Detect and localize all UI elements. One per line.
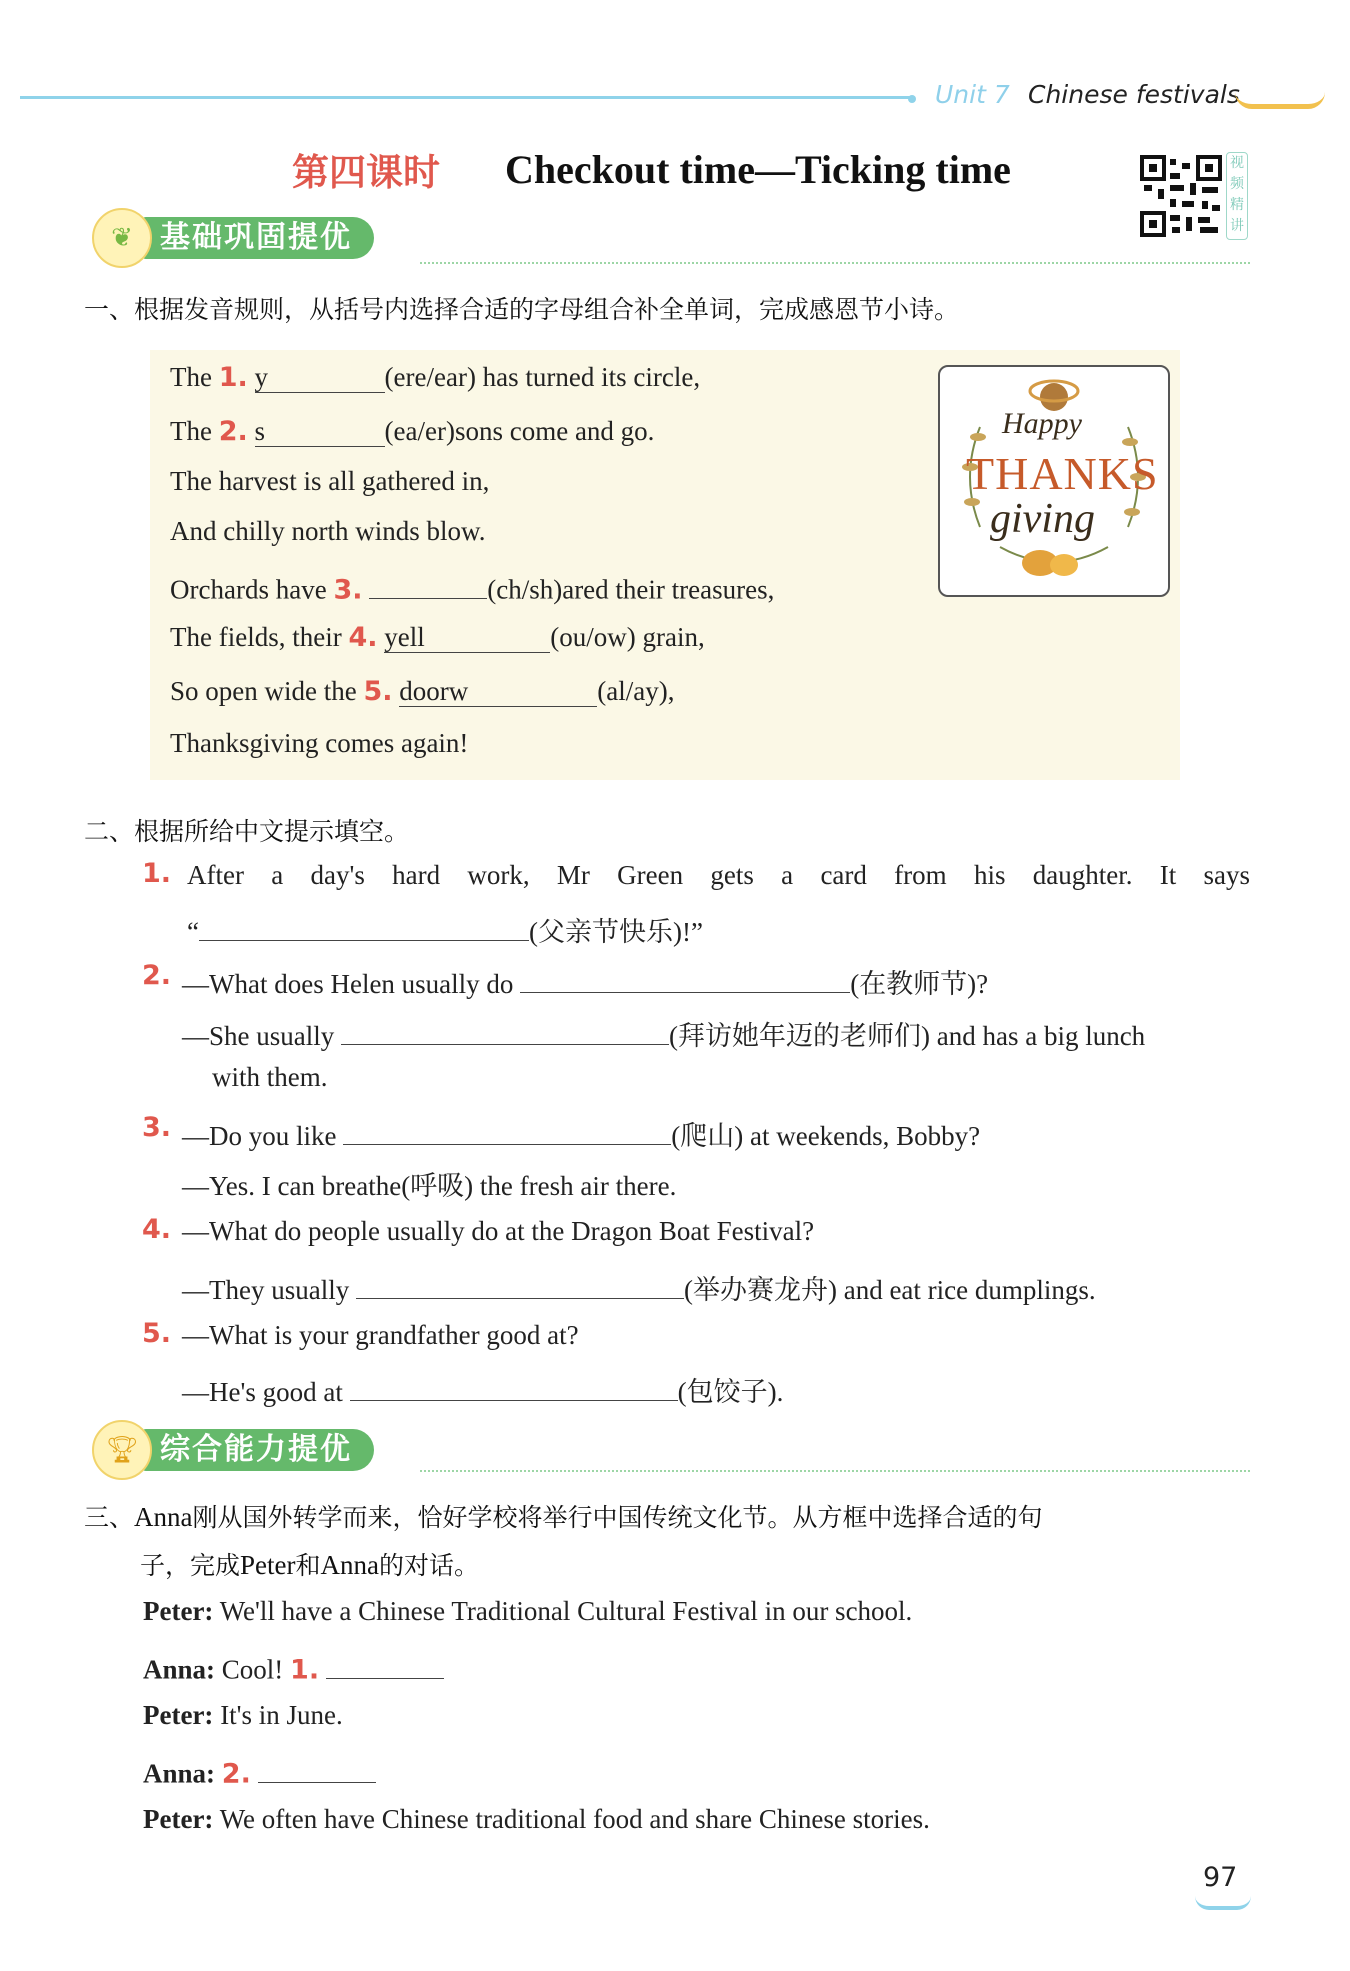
blank-number: 5. [363, 676, 393, 707]
q2-item-2-line-2 [182, 1014, 1145, 1053]
answer-blank-3[interactable] [369, 568, 487, 599]
instruction-text: 子，完成 [140, 1551, 241, 1580]
card-happy-text: Happy [1002, 407, 1082, 440]
hint-text: (拜访她年迈的老师们) and has a big lunch [669, 1021, 1146, 1051]
blank-number: 3. [333, 574, 363, 606]
blank-prefill: y [254, 362, 269, 392]
q2-item-1-line-2 [187, 910, 703, 949]
lesson-title-en: Checkout time—Ticking time [505, 147, 1011, 192]
instruction-text: 刚从国外转学而来，恰好学校将举行中国传统文化节。从方框中选择合适的句 [192, 1503, 1043, 1532]
speaker-label: Peter: [143, 1804, 214, 1834]
q2-item-4-line-1: —What do people usually do at the Dragon Boat Festival? [182, 1216, 815, 1246]
answer-blank-2[interactable] [255, 416, 385, 447]
dialogue-line-1 [143, 1596, 912, 1627]
card-giving-text: giving [990, 496, 1095, 542]
item-number: 4. [142, 1214, 172, 1245]
poem-line-6 [170, 622, 705, 653]
instruction-text: 的对话。 [379, 1551, 480, 1580]
thanksgiving-card-image [938, 365, 1170, 597]
poem-line-2 [170, 416, 654, 447]
blank-prefill: yell [384, 622, 425, 652]
blank-number: 4. [348, 622, 378, 653]
q2-item-5-line-2 [182, 1370, 783, 1409]
header-topic: Chinese festivals [1028, 80, 1240, 109]
instruction-text: 三、 [84, 1503, 135, 1532]
section-banner-basic [92, 216, 374, 260]
hint-text: (父亲节快乐)!” [528, 917, 703, 947]
poem-text: (ea/er)sons come and go. [384, 416, 655, 446]
leaf-icon: ❦ [92, 208, 152, 268]
hint-text: (爬山) at weekends, Bobby? [671, 1121, 981, 1151]
dialogue-line-4 [143, 1752, 376, 1790]
poem-line-5 [170, 568, 774, 606]
item-number: 3. [142, 1112, 172, 1143]
answer-blank-q2-1[interactable] [199, 910, 529, 941]
answer-text: —She usually [182, 1021, 335, 1051]
blank-number: 2. [221, 1758, 251, 1790]
speaker-label: Peter: [143, 1596, 214, 1626]
question-2-instruction: 二、根据所给中文提示填空。 [84, 817, 410, 846]
q2-item-2-line-3: with them. [212, 1062, 328, 1092]
question-1-instruction: 一、根据发音规则，从括号内选择合适的字母组合补全单词，完成感恩节小诗。 [84, 295, 960, 324]
answer-blank-q2-2b[interactable] [341, 1014, 669, 1045]
answer-blank-q2-2a[interactable] [520, 962, 850, 993]
q2-item-3-line-1 [182, 1114, 980, 1153]
instruction-name: Anna [320, 1550, 379, 1580]
speaker-label: Anna: [143, 1758, 216, 1789]
answer-blank-4[interactable] [384, 622, 550, 653]
poem-line-8: Thanksgiving comes again! [170, 728, 469, 758]
section-label-basic: 基础巩固提优 [142, 217, 374, 259]
answer-blank-5[interactable] [399, 676, 597, 707]
poem-text: (ou/ow) grain, [550, 622, 705, 652]
item-number: 1. [142, 858, 172, 889]
blank-number: 2. [218, 416, 248, 447]
instruction-text: 和 [295, 1551, 321, 1580]
poem-text: Orchards have [170, 574, 327, 605]
section-divider [420, 1470, 1250, 1472]
answer-text: —They usually [182, 1275, 350, 1305]
poem-text: The fields, their [170, 622, 342, 652]
qr-code-icon[interactable] [1140, 155, 1222, 237]
dialogue-text: We often have Chinese traditional food and share Chinese stories. [219, 1804, 930, 1834]
header-swoosh-icon [1235, 92, 1325, 109]
speaker-label: Anna: [143, 1654, 216, 1685]
poem-line-1 [170, 362, 700, 393]
dialogue-line-2 [143, 1648, 444, 1686]
question-text: —Do you like [182, 1121, 337, 1151]
question-3-instruction-line-2 [140, 1546, 479, 1582]
answer-blank-q2-5[interactable] [350, 1370, 678, 1401]
blank-prefill: s [254, 416, 266, 446]
answer-blank-q3-2[interactable] [258, 1752, 376, 1783]
dialogue-text: We'll have a Chinese Traditional Cultural Festival in our school. [219, 1596, 913, 1626]
poem-line-4: And chilly north winds blow. [170, 516, 486, 546]
poem-text: The [170, 416, 212, 446]
hint-text: (举办赛龙舟) and eat rice dumplings. [683, 1275, 1096, 1305]
poem [170, 362, 930, 772]
poem-text: So open wide the [170, 676, 357, 706]
trophy-icon: 🏆︎ [92, 1420, 152, 1480]
answer-blank-q2-4[interactable] [356, 1268, 684, 1299]
poem-text: (ere/ear) has turned its circle, [384, 362, 701, 392]
qr-side-label: 视频精讲 [1226, 152, 1248, 240]
q2-item-3-line-2: —Yes. I can breathe(呼吸) the fresh air there. [182, 1171, 677, 1201]
dialogue-text: It's in June. [220, 1700, 343, 1730]
hint-text: (在教师节)? [850, 969, 989, 999]
q2-item-1-line-1: After a day's hard work, Mr Green gets a card from his daughter. It says [187, 860, 1250, 890]
quote-open: “ [187, 917, 199, 947]
dialogue-line-3 [143, 1700, 343, 1731]
answer-text: —He's good at [182, 1377, 343, 1407]
answer-blank-q3-1[interactable] [326, 1648, 444, 1679]
answer-blank-1[interactable] [255, 362, 385, 393]
q2-item-2-line-1 [182, 962, 988, 1001]
header-unit: Unit 7 [935, 80, 1010, 109]
speaker-label: Peter: [143, 1700, 214, 1730]
blank-number: 1. [290, 1654, 320, 1686]
dialogue-line-5 [143, 1804, 930, 1835]
question-3-instruction-line-1 [84, 1498, 1043, 1534]
poem-text: The [170, 362, 212, 392]
section-banner-advanced [92, 1428, 374, 1472]
header-dot-icon [908, 95, 916, 103]
section-divider [420, 262, 1250, 264]
question-text: —What does Helen usually do [182, 969, 514, 999]
q2-item-5-line-1: —What is your grandfather good at? [182, 1320, 579, 1350]
header-rule [20, 96, 910, 99]
page-number: 97 [1203, 1862, 1238, 1893]
item-number: 2. [142, 960, 172, 991]
page-number-swoosh-icon [1195, 1896, 1251, 1910]
poem-line-7 [170, 676, 674, 707]
poem-text: (al/ay), [597, 676, 675, 706]
blank-prefill: doorw [399, 676, 469, 706]
poem-text: (ch/sh)ared their treasures, [487, 574, 775, 605]
blank-number: 1. [218, 362, 248, 393]
q2-item-4-line-2 [182, 1268, 1096, 1307]
lesson-title-cn: 第四课时 [292, 150, 440, 194]
dialogue-text: Cool! [221, 1654, 284, 1685]
section-label-advanced: 综合能力提优 [142, 1429, 374, 1471]
item-number: 5. [142, 1318, 172, 1349]
instruction-name: Peter [240, 1550, 296, 1580]
answer-blank-q2-3[interactable] [343, 1114, 671, 1145]
card-thanks-text: THANKS [966, 448, 1159, 499]
poem-line-3: The harvest is all gathered in, [170, 466, 490, 496]
instruction-name: Anna [134, 1502, 193, 1532]
hint-text: (包饺子). [677, 1377, 784, 1407]
